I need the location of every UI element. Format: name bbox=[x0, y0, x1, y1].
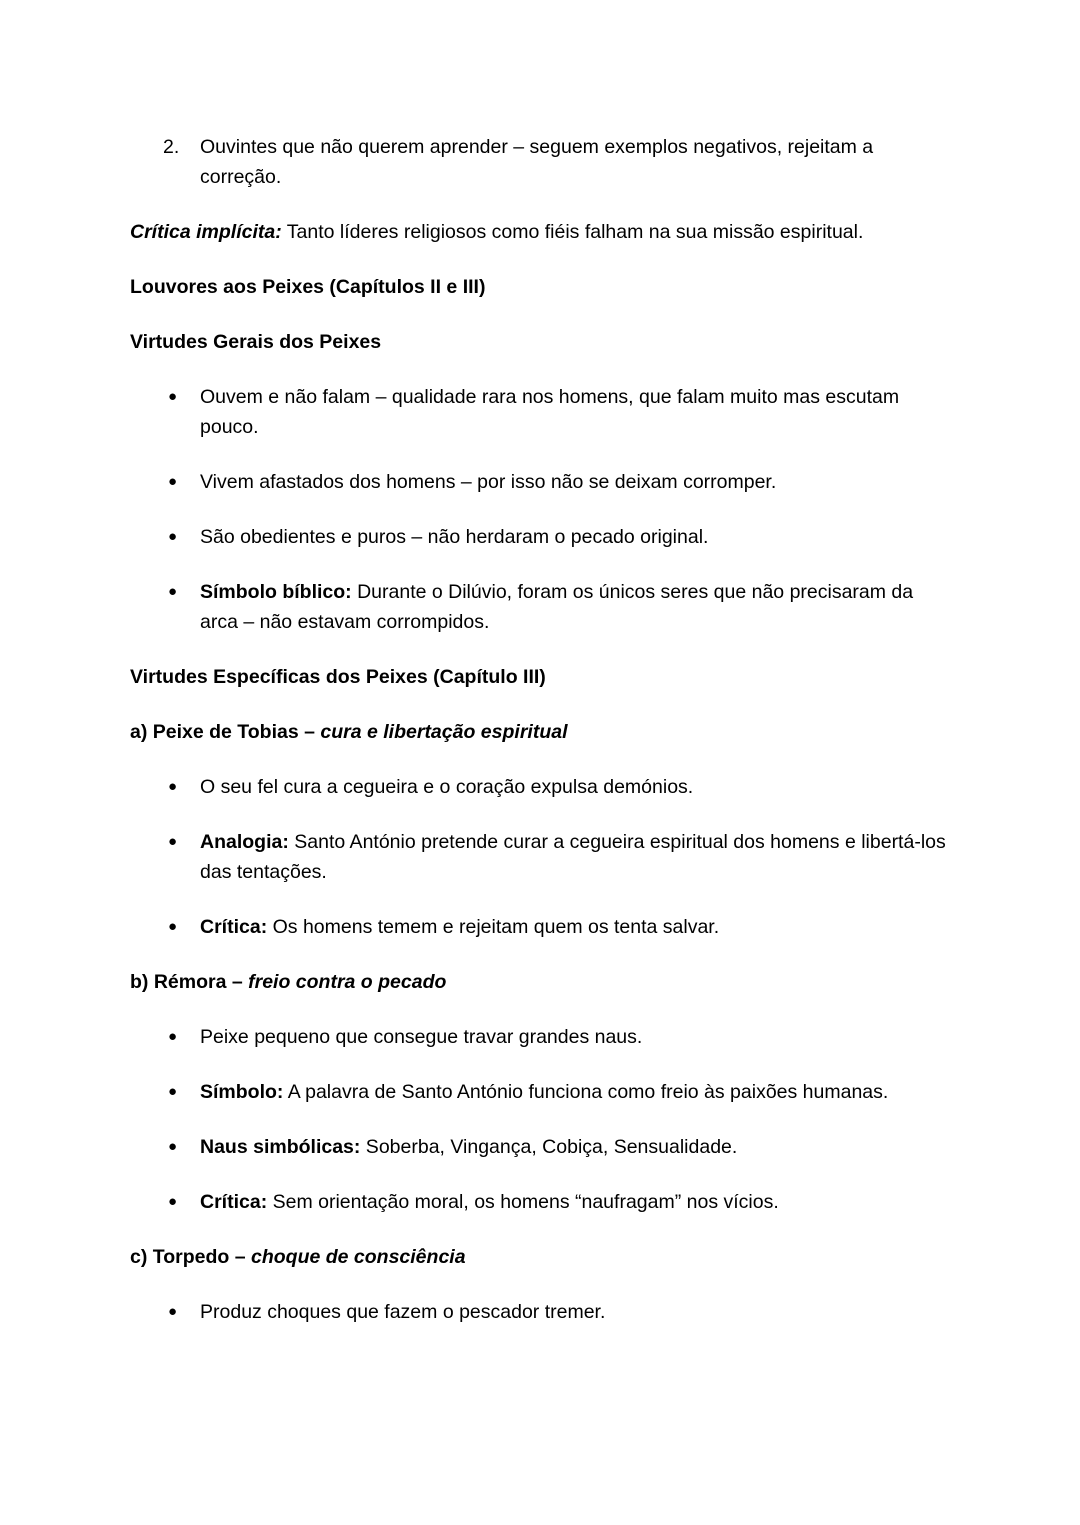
bullet-marker: ● bbox=[168, 528, 178, 545]
bullet-item bbox=[130, 1187, 950, 1217]
bullet-marker: ● bbox=[168, 1028, 178, 1045]
list-item-text bbox=[200, 772, 950, 802]
bullet-marker: ● bbox=[168, 473, 178, 490]
text-segment: Crítica implícita: bbox=[130, 221, 282, 243]
text-segment: Produz choques que fazem o pescador tremer. bbox=[200, 1301, 606, 1323]
list-item-text bbox=[200, 382, 950, 442]
list-item-text bbox=[200, 132, 950, 192]
text-segment: Soberba, Vingança, Cobiça, Sensualidade. bbox=[360, 1136, 738, 1158]
text-segment: Naus simbólicas: bbox=[200, 1136, 361, 1158]
text-segment: cura e libertação espiritual bbox=[320, 721, 568, 743]
text-segment: Virtudes Específicas dos Peixes (Capítulo III) bbox=[130, 666, 546, 688]
text-segment: Os homens temem e rejeitam quem os tenta salvar. bbox=[267, 916, 720, 938]
list-number: 2. bbox=[163, 136, 180, 158]
bullet-item bbox=[130, 382, 950, 442]
text-segment: O seu fel cura a cegueira e o coração expulsa demónios. bbox=[200, 776, 694, 798]
text-segment: Crítica: bbox=[200, 916, 268, 938]
bullet-item bbox=[130, 1132, 950, 1162]
list-item-text bbox=[200, 467, 950, 497]
section-heading bbox=[130, 1242, 950, 1272]
list-item-text bbox=[200, 912, 950, 942]
list-item-text bbox=[200, 827, 950, 887]
text-segment: Louvores aos Peixes (Capítulos II e III) bbox=[130, 276, 486, 298]
bullet-item bbox=[130, 1022, 950, 1052]
text-segment: Crítica: bbox=[200, 1191, 268, 1213]
bullet-item bbox=[130, 577, 950, 637]
text-segment: freio contra o pecado bbox=[248, 971, 447, 993]
text-segment: Ouvem e não falam – qualidade rara nos homens, que falam muito mas escutam pouco. bbox=[200, 386, 900, 438]
text-segment: Santo António pretende curar a cegueira espiritual dos homens e libertá-los das tentações. bbox=[200, 831, 946, 883]
text-segment: a) Peixe de Tobias – bbox=[130, 721, 321, 743]
bullet-marker: ● bbox=[168, 583, 178, 600]
bullet-item bbox=[130, 772, 950, 802]
list-item-text bbox=[200, 1132, 950, 1162]
bullet-item bbox=[130, 912, 950, 942]
text-segment: choque de consciência bbox=[250, 1246, 466, 1268]
section-heading bbox=[130, 662, 950, 692]
list-item-text bbox=[200, 1077, 950, 1107]
numbered-item bbox=[130, 132, 950, 192]
bullet-marker: ● bbox=[168, 833, 178, 850]
bullet-marker: ● bbox=[168, 1083, 178, 1100]
paragraph bbox=[130, 217, 950, 247]
text-segment: c) Torpedo – bbox=[130, 1246, 251, 1268]
bullet-marker: ● bbox=[168, 1138, 178, 1155]
list-item-text bbox=[200, 1297, 950, 1327]
text-segment: Símbolo: bbox=[200, 1081, 284, 1103]
bullet-item bbox=[130, 1297, 950, 1327]
text-segment: Peixe pequeno que consegue travar grandes naus. bbox=[200, 1026, 643, 1048]
section-heading bbox=[130, 272, 950, 302]
text-segment: Tanto líderes religiosos como fiéis falham na sua missão espiritual. bbox=[281, 221, 864, 243]
text-segment: Sem orientação moral, os homens “naufragam” nos vícios. bbox=[267, 1191, 779, 1213]
text-segment: Virtudes Gerais dos Peixes bbox=[130, 331, 382, 353]
list-item-text bbox=[200, 1187, 950, 1217]
bullet-marker: ● bbox=[168, 918, 178, 935]
bullet-item bbox=[130, 1077, 950, 1107]
bullet-marker: ● bbox=[168, 1193, 178, 1210]
bullet-item bbox=[130, 467, 950, 497]
bullet-item bbox=[130, 827, 950, 887]
text-segment: Símbolo bíblico: bbox=[200, 581, 352, 603]
bullet-marker: ● bbox=[168, 1303, 178, 1320]
section-heading bbox=[130, 327, 950, 357]
text-segment: b) Rémora – bbox=[130, 971, 249, 993]
bullet-marker: ● bbox=[168, 778, 178, 795]
text-segment: Vivem afastados dos homens – por isso não se deixam corromper. bbox=[200, 471, 777, 493]
document-content bbox=[130, 132, 950, 1327]
text-segment: Ouvintes que não querem aprender – seguem exemplos negativos, rejeitam a correção. bbox=[200, 136, 874, 188]
section-heading bbox=[130, 717, 950, 747]
list-item-text bbox=[200, 1022, 950, 1052]
text-segment: A palavra de Santo António funciona como freio às paixões humanas. bbox=[283, 1081, 889, 1103]
text-segment: Analogia: bbox=[200, 831, 289, 853]
section-heading bbox=[130, 967, 950, 997]
text-segment: Durante o Dilúvio, foram os únicos seres que não precisaram da arca – não estavam corrompidos. bbox=[200, 581, 914, 633]
bullet-marker: ● bbox=[168, 388, 178, 405]
list-item-text bbox=[200, 577, 950, 637]
text-segment: São obedientes e puros – não herdaram o pecado original. bbox=[200, 526, 709, 548]
list-item-text bbox=[200, 522, 950, 552]
bullet-item bbox=[130, 522, 950, 552]
